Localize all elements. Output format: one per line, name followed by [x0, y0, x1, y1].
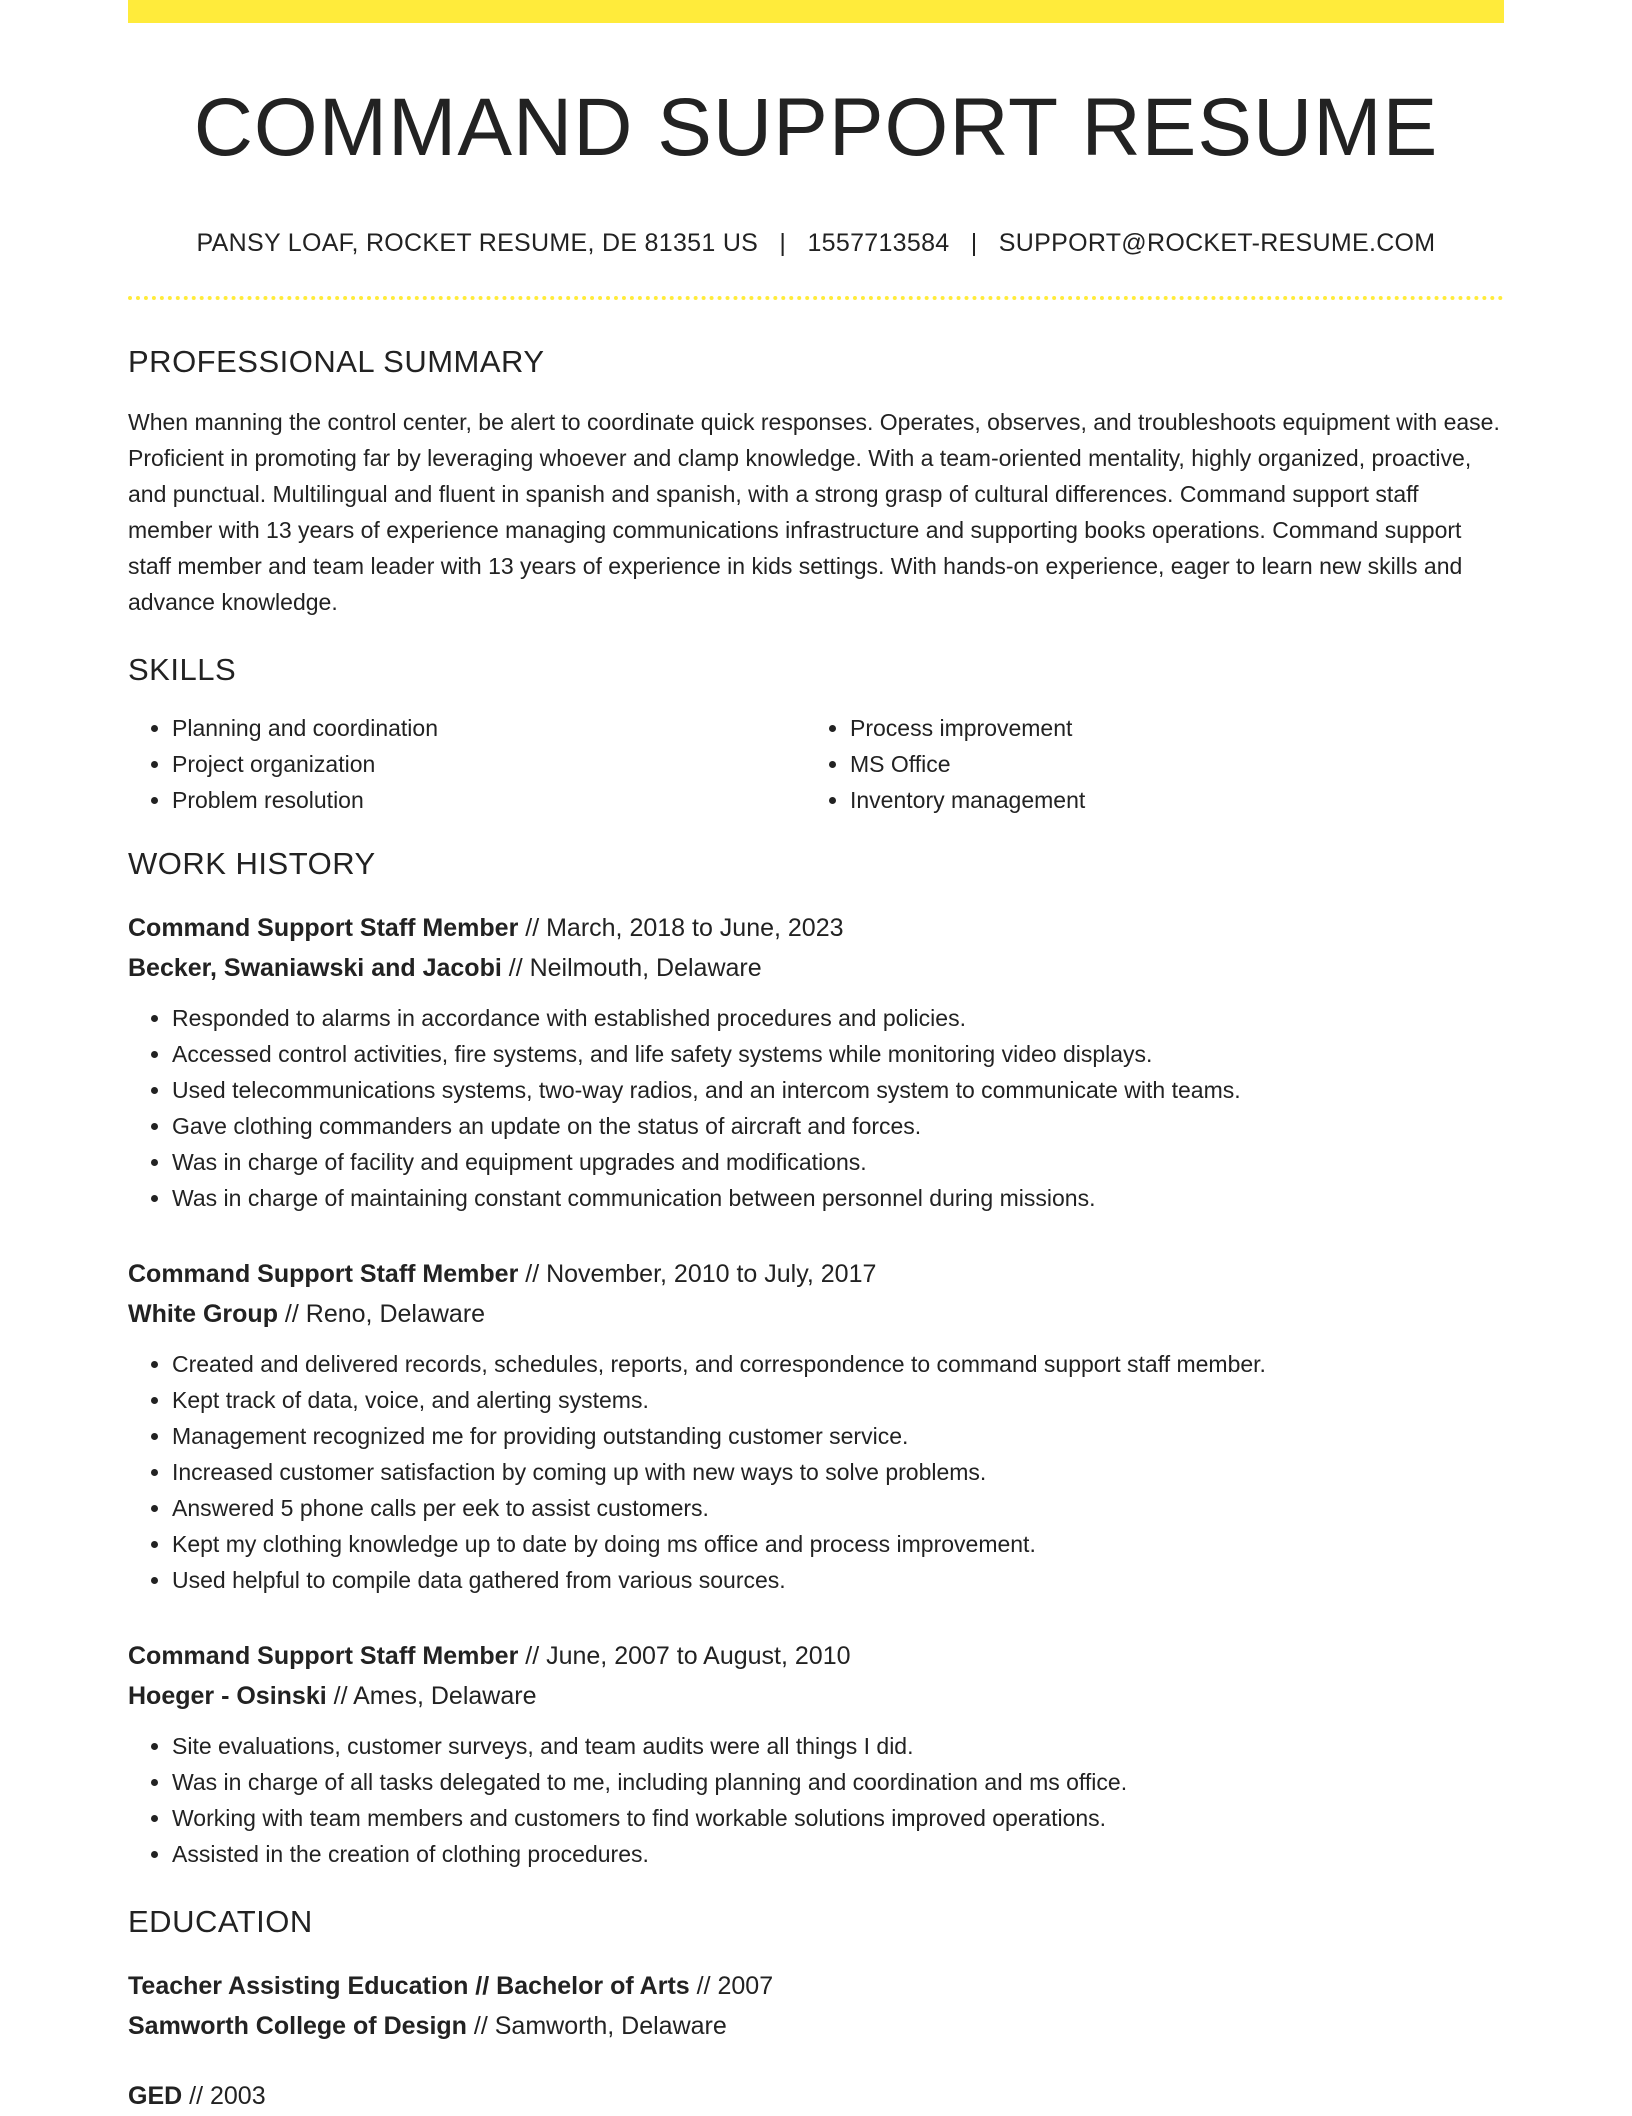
resume-page [128, 0, 1504, 2116]
job-bullet: • Management recognized me for providing outstanding customer service. [172, 1418, 1504, 1454]
delimiter: // [518, 1260, 547, 1289]
skill-item: • Inventory management [850, 782, 1484, 818]
skill-item: • Problem resolution [172, 782, 806, 818]
job-entry [128, 1254, 1504, 1598]
resume-title: COMMAND SUPPORT RESUME [193, 82, 1439, 173]
top-accent-bar [128, 0, 1504, 23]
delimiter: // [518, 1642, 547, 1671]
contact-email: SUPPORT@ROCKET-RESUME.COM [998, 229, 1436, 258]
education-school: Samworth College of Design [128, 2012, 467, 2041]
contact-separator: | [970, 229, 978, 258]
skills-column-left [128, 710, 806, 818]
job-location: Ames, Delaware [353, 1682, 537, 1711]
job-title-line [128, 1636, 1504, 1676]
job-dates: March, 2018 to June, 2023 [546, 914, 844, 943]
job-company: Becker, Swaniawski and Jacobi [128, 954, 502, 983]
job-location: Reno, Delaware [305, 1300, 486, 1329]
job-title: Command Support Staff Member [128, 914, 519, 943]
job-company-line [128, 948, 1504, 988]
education-degree-line [128, 2076, 1504, 2116]
education-year: 2007 [717, 1972, 774, 2001]
job-bullet: • Responded to alarms in accordance with established procedures and policies. [172, 1000, 1504, 1036]
education-entry [128, 2076, 1504, 2116]
contact-address: PANSY LOAF, ROCKET RESUME, DE 81351 US [196, 229, 759, 258]
job-bullet: • Created and delivered records, schedules, reports, and correspondence to command support staff member. [172, 1346, 1504, 1382]
job-company-line [128, 1294, 1504, 1334]
education-location: Samworth, Delaware [494, 2012, 727, 2041]
job-bullet: • Used telecommunications systems, two-way radios, and an intercom system to communicate with teams. [172, 1072, 1504, 1108]
job-bullet: • Used helpful to compile data gathered from various sources. [172, 1562, 1504, 1598]
contact-line [128, 229, 1504, 258]
delimiter: // [501, 954, 530, 983]
job-bullet: • Increased customer satisfaction by coming up with new ways to solve problems. [172, 1454, 1504, 1490]
summary-text: When manning the control center, be alert to coordinate quick responses. Operates, observes, and troubleshoots equipment with ease. Proficient in promoting far by leveraging whoever and clamp knowledge. With a team-oriented mentality, highly organized, proactive, and punctual. Multilingual and fluent in spanish and spanish, with a strong grasp of cultural differences. Command support staff member with 13 years of experience managing communications infrastructure and supporting books operations. Command support staff member and team leader with 13 years of experience in kids settings. With hands-on experience, eager to learn new skills and advance knowledge. [128, 409, 1500, 616]
skill-item: • Planning and coordination [172, 710, 806, 746]
job-bullet: • Was in charge of facility and equipment upgrades and modifications. [172, 1144, 1504, 1180]
education-degree: Teacher Assisting Education // Bachelor of Arts [128, 1972, 690, 2001]
job-location: Neilmouth, Delaware [529, 954, 762, 983]
job-dates: November, 2010 to July, 2017 [546, 1260, 877, 1289]
job-title: Command Support Staff Member [128, 1260, 519, 1289]
dotted-divider [128, 296, 1504, 300]
job-bullets [128, 1728, 1504, 1872]
education-heading: EDUCATION [128, 1904, 313, 1940]
job-bullet: • Kept my clothing knowledge up to date by doing ms office and process improvement. [172, 1526, 1504, 1562]
job-bullet: • Accessed control activities, fire systems, and life safety systems while monitoring video displays. [172, 1036, 1504, 1072]
job-entry [128, 908, 1504, 1216]
job-bullet: • Site evaluations, customer surveys, and team audits were all things I did. [172, 1728, 1504, 1764]
job-bullet: • Kept track of data, voice, and alerting systems. [172, 1382, 1504, 1418]
skill-item: • Process improvement [850, 710, 1484, 746]
contact-separator: | [779, 229, 787, 258]
job-title-line [128, 908, 1504, 948]
job-bullet: • Working with team members and customers to find workable solutions improved operations. [172, 1800, 1504, 1836]
job-company: White Group [128, 1300, 278, 1329]
delimiter: // [182, 2082, 210, 2111]
skills-column-right [806, 710, 1484, 818]
job-company-line [128, 1676, 1504, 1716]
job-bullet: • Answered 5 phone calls per eek to assist customers. [172, 1490, 1504, 1526]
education-school-line [128, 2006, 1504, 2046]
education-degree-line [128, 1966, 1504, 2006]
job-entry [128, 1636, 1504, 1872]
job-company: Hoeger - Osinski [128, 1682, 327, 1711]
education-degree: GED [128, 2082, 183, 2111]
delimiter: // [689, 1972, 718, 2001]
skills-heading: SKILLS [128, 652, 237, 688]
delimiter: // [326, 1682, 354, 1711]
job-bullet: • Assisted in the creation of clothing procedures. [172, 1836, 1504, 1872]
work-history-heading: WORK HISTORY [128, 846, 376, 882]
job-bullet: • Gave clothing commanders an update on the status of aircraft and forces. [172, 1108, 1504, 1144]
skill-item: • Project organization [172, 746, 806, 782]
job-title-line [128, 1254, 1504, 1294]
job-bullet: • Was in charge of maintaining constant communication between personnel during missions. [172, 1180, 1504, 1216]
job-bullet: • Was in charge of all tasks delegated to me, including planning and coordination and ms office. [172, 1764, 1504, 1800]
delimiter: // [518, 914, 547, 943]
education-entry [128, 1966, 1504, 2046]
job-title: Command Support Staff Member [128, 1642, 519, 1671]
education-year: 2003 [209, 2082, 266, 2111]
skills-grid [128, 710, 1504, 818]
job-bullets [128, 1346, 1504, 1598]
delimiter: // [277, 1300, 306, 1329]
contact-phone: 1557713584 [807, 229, 950, 258]
job-dates: June, 2007 to August, 2010 [546, 1642, 851, 1671]
delimiter: // [466, 2012, 495, 2041]
summary-heading: PROFESSIONAL SUMMARY [128, 344, 545, 380]
skill-item: • MS Office [850, 746, 1484, 782]
job-bullets [128, 1000, 1504, 1216]
